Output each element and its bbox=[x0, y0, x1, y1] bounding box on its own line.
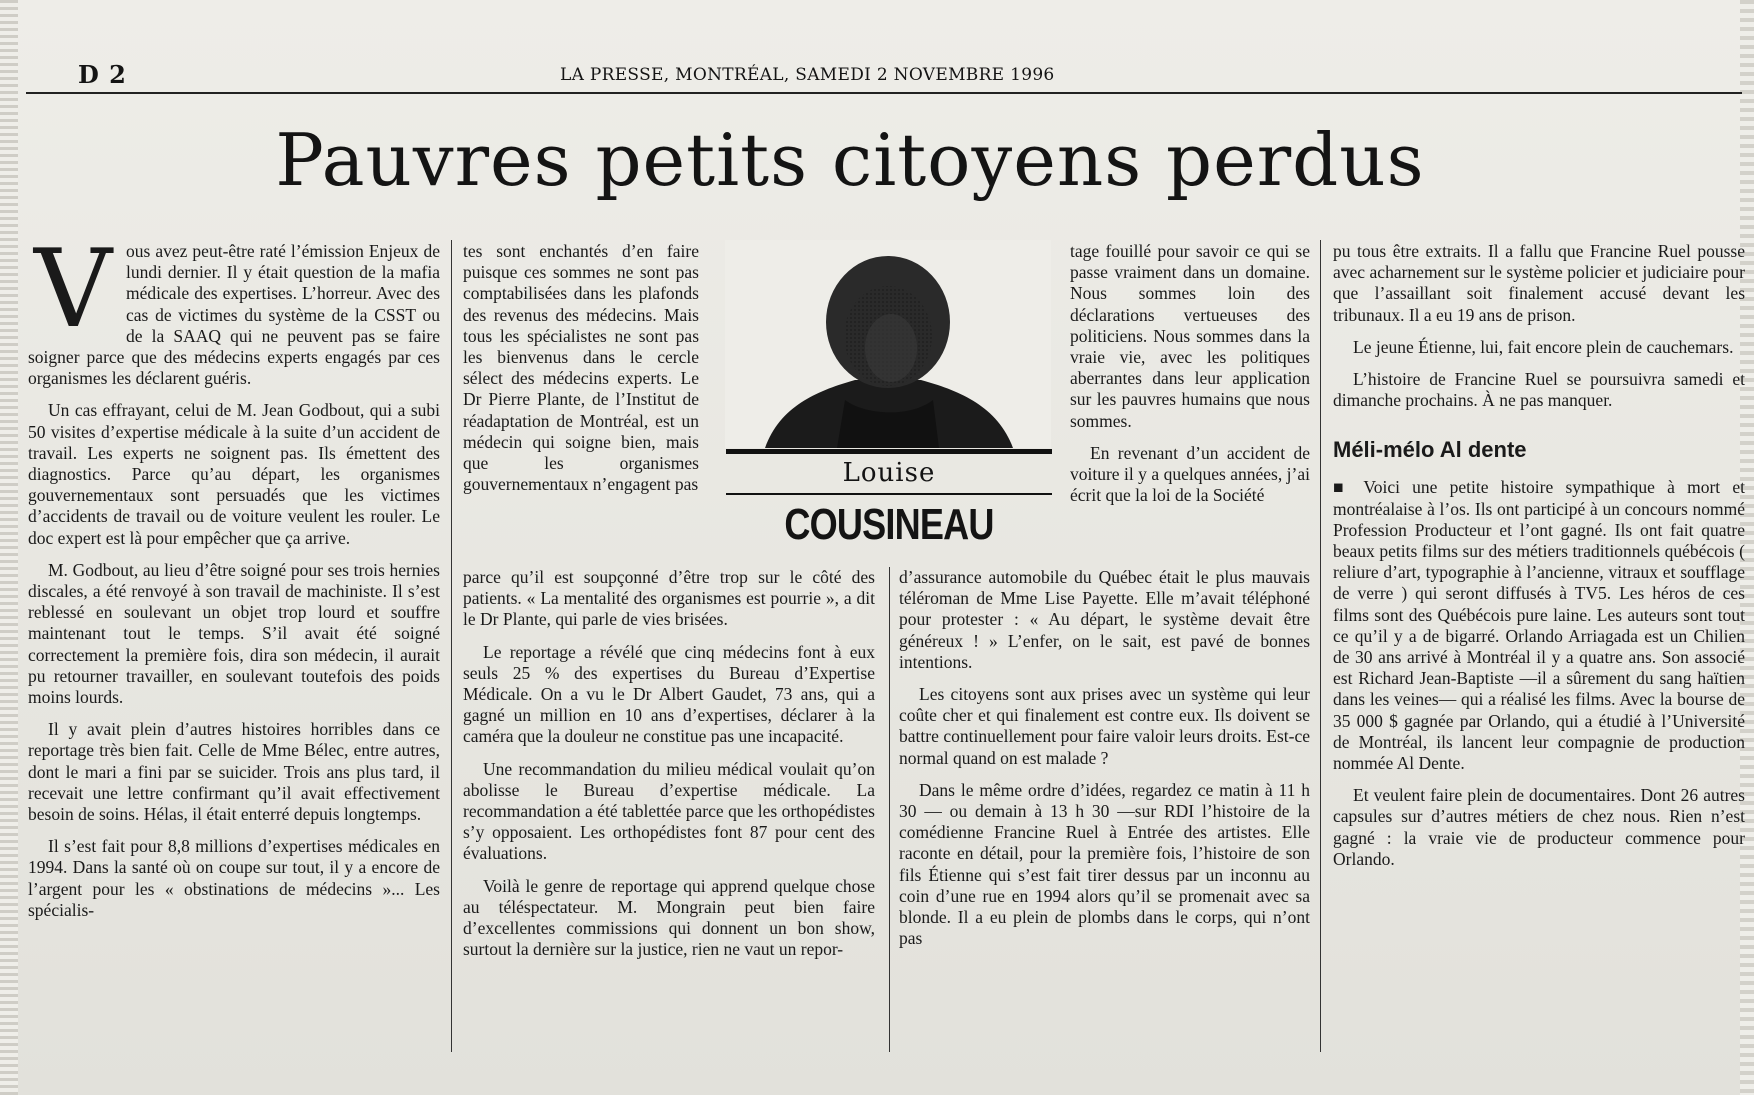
col2-paragraph-1: parce qu’il est soupçonné d’être trop sur le côté des patients. « La mentalité des organismes est pourrie », a dit le Dr Plante, qui parle de vies brisées. bbox=[463, 567, 875, 630]
byline-last-name: COUSINEAU bbox=[784, 500, 994, 549]
byline-rule-top bbox=[726, 449, 1052, 454]
col1-text-1: ous avez peut-être raté l’émission Enjeux de lundi dernier. Il y était question de la mafia médicale des expertises. L’horreur. Avec des cas de victimes du système de la CSST ou de la SAAQ qui ne peuvent pas se faire soigner parce que des médecins experts engagés par ces organismes les déclarent guéris. bbox=[28, 241, 440, 389]
col3-top-paragraph-2: En revenant d’un accident de voiture il y a quelques années, j’ai écrit que la loi de la Société bbox=[1070, 442, 1310, 506]
col1-paragraph-2: Un cas effrayant, celui de M. Jean Godbout, qui a subi 50 visites d’expertise médicale à la suite d’un accident de travail. Les experts ne soignent pas. Ils émettent des diagnostics. Parce qu’au départ, les organismes gouvernementaux sont persuadés que les victimes d’accidents de travail ou de voiture veulent les rouler. Le doc expert est là pour empêcher que ça arrive. bbox=[28, 400, 440, 548]
byline-first-name: Louise bbox=[842, 458, 936, 488]
col4-paragraph-5: Et veulent faire plein de documentaires. Dont 26 autres capsules sur d’autres métiers de chez nous. Rien n’est gagné : la vraie vie de producteur commence pour Orlando. bbox=[1333, 785, 1745, 869]
headline: Pauvres petits citoyens perdus bbox=[275, 118, 1425, 202]
col3-paragraph-2: Les citoyens sont aux prises avec un système qui leur coûte cher et qui finalement est contre eux. Ils doivent se battre continuellement pour faire valoir leurs droits. Est-ce normal quand on est malade ? bbox=[899, 684, 1310, 768]
column-4 bbox=[1333, 241, 1745, 870]
col2-paragraph-3: Une recommandation du milieu médical voulait qu’on abolisse le Bureau d’expertise médicale. La recommandation a été tablettée parce que les orthopédistes s’y opposaient. Les orthopédistes font 87 pour cent des évaluations. bbox=[463, 758, 875, 864]
column-3-top bbox=[1070, 241, 1310, 506]
column-3-bottom bbox=[899, 567, 1310, 949]
col2-paragraph-4: Voilà le genre de reportage qui apprend quelque chose au téléspectateur. M. Mongrain peut bien faire d’excellentes commissions qui donnent un bon show, surtout la dernière sur la justice, rien ne vaut un repor- bbox=[463, 875, 875, 960]
drop-cap: V bbox=[34, 227, 112, 352]
col4-paragraph-4: ■ Voici une petite histoire sympathique à mort et montréalaise à l’os. Ils ont participé à un concours nommé Profession Producteur et l’ont gagné. Ils ont fait quatre beaux petits films sur des métiers traditionnels québécois ( reliure d’art, typographie à l’ancienne, vitraux et soufflage de verre ) qui seront diffusés à TV5. Les héros de ces films sont des Québécois pure laine. Les auteurs sont tout ce qu’il y a de bigarré. Orlando Arriagada est un Chilien de 30 ans arrivé à Montréal il y a quatre ans. Son associé est Richard Jean-Baptiste —il a sûrement du sang haïtien dans les veines— qui a réalisé les films. Avec la bourse de 35 000 $ gagnée par Orlando, qui a étudié à l’Université de Montréal, ils lancent leur compagnie de production nommée Al Dente. bbox=[1333, 477, 1745, 774]
page-folio: D 2 bbox=[78, 60, 127, 89]
dateline: LA PRESSE, MONTRÉAL, SAMEDI 2 NOVEMBRE 1996 bbox=[560, 65, 1055, 85]
col2-top-paragraph: tes sont enchantés d’en faire puisque ces sommes ne sont pas comptabilisées dans les plafonds des revenus des médecins. Mais tous les spécialistes ne sont pas les bienvenus dans le cercle sélect des médecins experts. Le Dr Pierre Plante, de l’Institut de réadaptation de Montréal, est un médecin qui soigne bien, mais que les organismes gouvernementaux n’engagent pas bbox=[463, 241, 699, 495]
col3-paragraph-3: Dans le même ordre d’idées, regardez ce matin à 11 h 30 — ou demain à 13 h 30 —sur RDI l’histoire de la comédienne Francine Ruel à Entrée des artistes. Elle raconte en détail, pour la première fois, l’histoire de son fils Étienne qui s’est fait tirer dessus par un inconnu au coin d’une rue en 1994 alors qu’il se promenait avec sa blonde. Il a eu plein de plombs dans le corps, qui n’ont pas bbox=[899, 779, 1310, 949]
col1-paragraph-5: Il s’est fait pour 8,8 millions d’expertises médicales en 1994. Dans la santé où on coupe sur tout, il y a encore de l’argent pour les « obstinations de médecins »... Les spécialis- bbox=[28, 836, 440, 920]
col4-paragraph-3: L’histoire de Francine Ruel se poursuivra samedi et dimanche prochains. À ne pas manquer. bbox=[1333, 369, 1745, 411]
col1-paragraph-4: Il y avait plein d’autres histoires horribles dans ce reportage très bien fait. Celle de Mme Bélec, entre autres, dont le mari a fini par se suicider. Trois ans plus tard, il recevait une lettre confirmant qu’il avait effectivement besoin de soins. Hélas, il était enterré depuis longtemps. bbox=[28, 719, 440, 825]
portrait-image bbox=[725, 240, 1051, 448]
col4-paragraph-1: pu tous être extraits. Il a fallu que Francine Ruel pousse avec acharnement sur le système policier et judiciaire pour que l’assaillant soit finalement accusé devant les tribunaux. Il a eu 19 ans de prison. bbox=[1333, 241, 1745, 325]
column-1 bbox=[28, 227, 440, 921]
subheading: Méli-mélo Al dente bbox=[1333, 437, 1527, 463]
col3-top-paragraph-1: tage fouillé pour savoir ce qui se passe vraiment dans un domaine. Nous sommes loin des déclarations vertueuses des politiciens. Nous sommes dans la vraie vie, avec les politiques aberrantes dans leur application sur les pauvres humains que nous sommes. bbox=[1070, 241, 1310, 431]
torn-left-edge bbox=[0, 0, 18, 1095]
col3-paragraph-1: d’assurance automobile du Québec était le plus mauvais téléroman de Mme Lise Payette. Elle m’avait téléphoné pour protester : « Au départ, le système devait être généreux ! » L’enfer, on le sait, est pavé de bonnes intentions. bbox=[899, 567, 1310, 672]
col4-paragraph-2: Le jeune Étienne, lui, fait encore plein de cauchemars. bbox=[1353, 336, 1734, 357]
col2-paragraph-2: Le reportage a révélé que cinq médecins font à eux seuls 25 % des expertises du Bureau d’Expertise Médicale. On a vu le Dr Albert Gaudet, 73 ans, qui a gagné un million en 10 ans d’expertises, déclarer à la caméra que la douleur ne constitue pas une incapacité. bbox=[463, 641, 875, 747]
column-rule-3 bbox=[1320, 240, 1321, 1052]
col1-paragraph-3: M. Godbout, au lieu d’être soigné pour ses trois hernies discales, a été renvoyé à son travail de machiniste. Il s’est reblessé en soulevant un objet trop lourd et souffre maintenant tout le temps. S’il avait été soigné correctement la première fois, dira son médecin, il aurait pu retourner travailler, en soulevant toutefois des poids moins lourds. bbox=[28, 559, 440, 708]
column-2-bottom bbox=[463, 567, 875, 960]
col1-paragraph-1 bbox=[28, 227, 440, 389]
header-rule bbox=[26, 92, 1742, 94]
author-portrait bbox=[725, 240, 1051, 448]
column-rule-1 bbox=[451, 240, 452, 1052]
column-2-top bbox=[463, 241, 699, 495]
byline-rule-middle bbox=[726, 493, 1052, 495]
column-rule-2 bbox=[889, 567, 890, 1052]
